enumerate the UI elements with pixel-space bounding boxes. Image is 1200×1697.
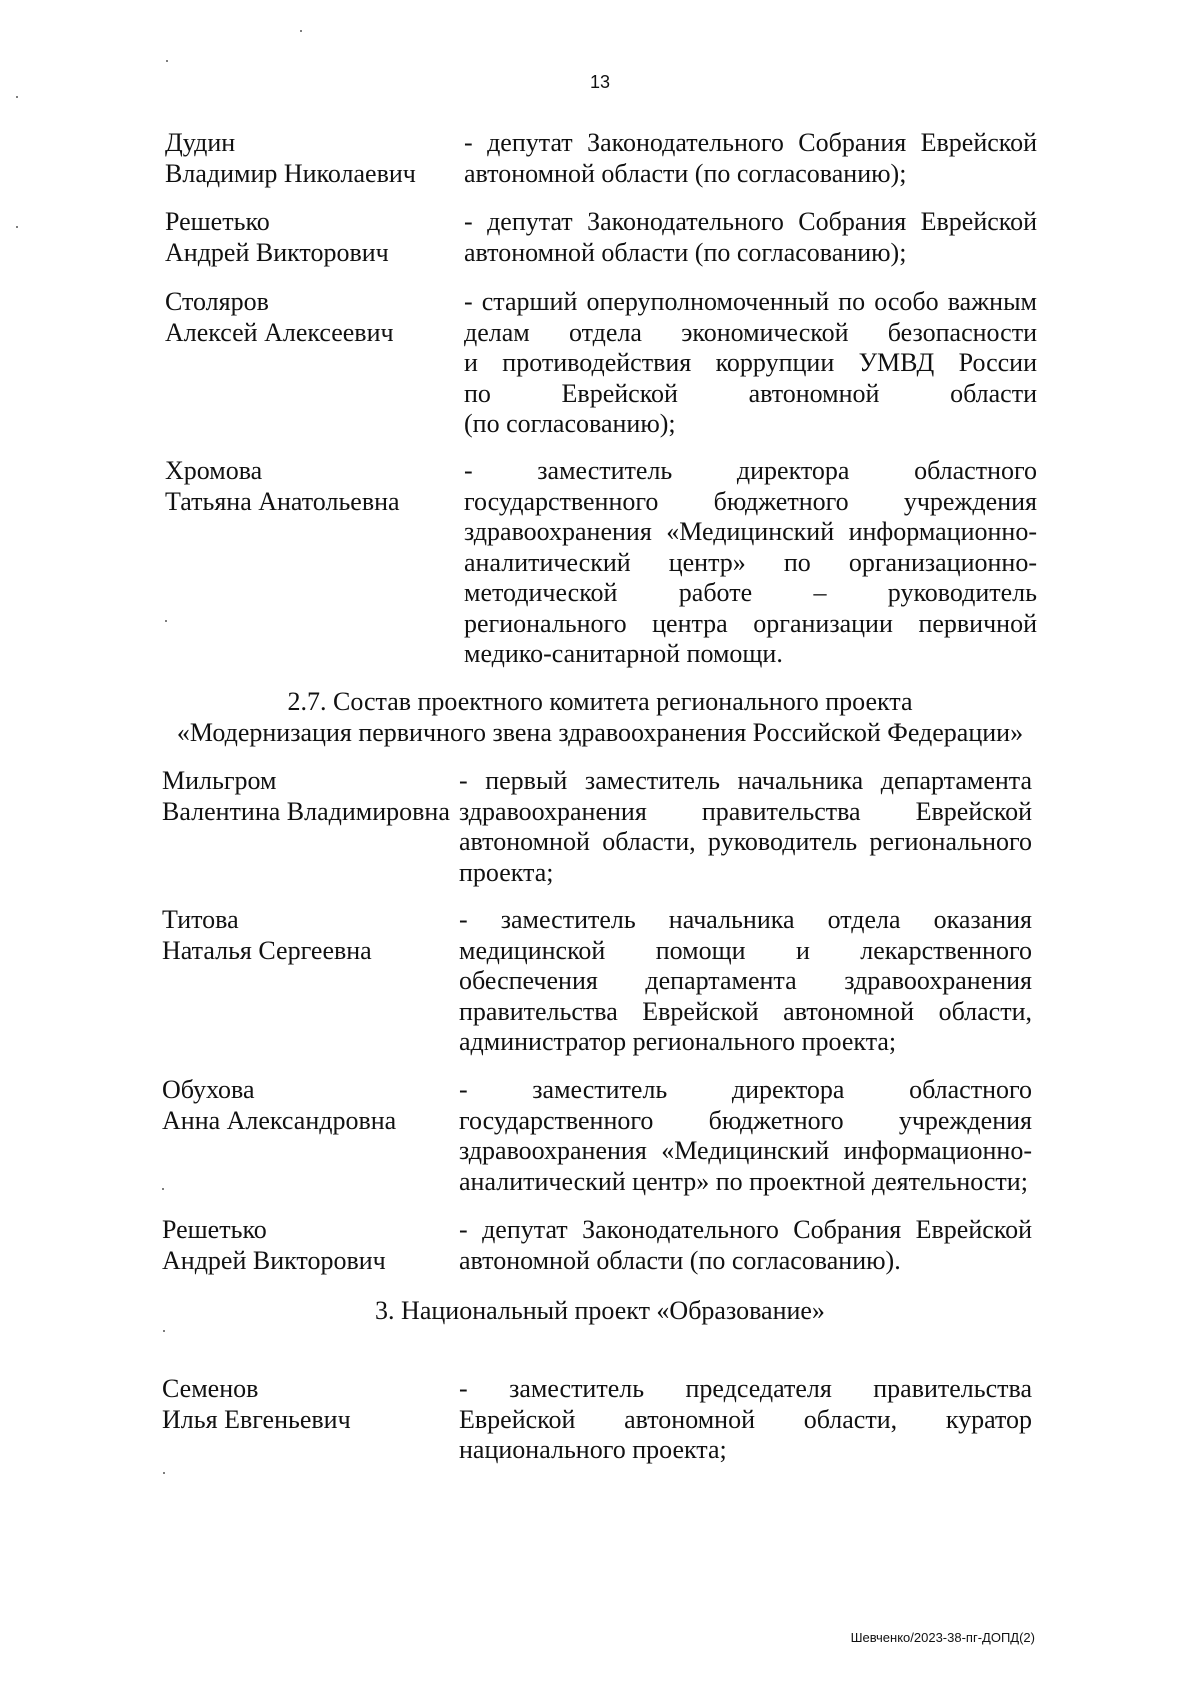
person-role: - заместитель директора областного государственного бюджетного учреждения здравоохранения «Медицинский информационно- аналитический центр» по проектной деятельности; [459,1075,1032,1196]
person-role: - заместитель начальника отдела оказания медицинской помощи и лекарственного обеспечения департамента здравоохранения правительства Еврейской автономной области, администратор регионального проекта; [459,905,1032,1056]
document-code: Шевченко/2023-38-пг-ДОПД(2) [850,1630,1035,1645]
person-name: Обухова Анна Александровна [162,1075,397,1135]
person-role: - заместитель председателя правительства Еврейской автономной области, куратор национального проекта; [459,1374,1032,1464]
entry-reshetko-2 [0,1215,1200,1276]
scan-speck [163,1330,165,1332]
person-name: Решетько Андрей Викторович [165,207,389,267]
scan-speck [166,60,168,62]
person-role: - старший оперуполномоченный по особо важным делам отдела экономической безопасности и противодействия коррупции УМВД России по Еврейской автономной области (по согласованию); [464,287,1037,438]
person-name: Титова Наталья Сергеевна [162,905,372,965]
person-name: Хромова Татьяна Анатольевна [165,456,400,516]
scan-speck [163,1472,165,1474]
entry-dudin [0,128,1200,189]
person-name: Решетько Андрей Викторович [162,1215,386,1275]
person-role: - депутат Законодательного Собрания Еврейской автономной области (по согласованию); [464,128,1037,188]
entry-reshetko-1 [0,207,1200,268]
entry-khromova [0,456,1200,670]
scan-speck [300,30,302,32]
entry-obukhova [0,1075,1200,1197]
entry-semenov [0,1374,1200,1466]
person-role: - депутат Законодательного Собрания Еврейской автономной области (по согласованию). [459,1215,1032,1275]
person-role: - заместитель директора областного государственного бюджетного учреждения здравоохранения «Медицинский информационно- аналитический центр» по организационно- методической работе – руководитель регионального центра организации первичной медико-санитарной помощи. [464,456,1037,668]
section-heading-3: 3. Национальный проект «Образование» [375,1296,825,1325]
person-role: - первый заместитель начальника департамента здравоохранения правительства Еврейской автономной области, руководитель регионального проекта; [459,766,1032,887]
scan-speck [16,96,18,98]
entry-titova [0,905,1200,1058]
person-name: Семенов Илья Евгеньевич [162,1374,351,1434]
entry-stolyarov [0,287,1200,440]
person-name: Мильгром Валентина Владимировна [162,766,450,826]
entry-milgrom [0,766,1200,888]
section-heading-2-7: 2.7. Состав проектного комитета регионального проекта «Модернизация первичного звена здравоохранения Российской Федерации» [176,687,1024,747]
person-role: - депутат Законодательного Собрания Еврейской автономной области (по согласованию); [464,207,1037,267]
person-name: Столяров Алексей Алексеевич [165,287,394,347]
page-number: 13 [589,72,611,92]
person-name: Дудин Владимир Николаевич [165,128,416,188]
